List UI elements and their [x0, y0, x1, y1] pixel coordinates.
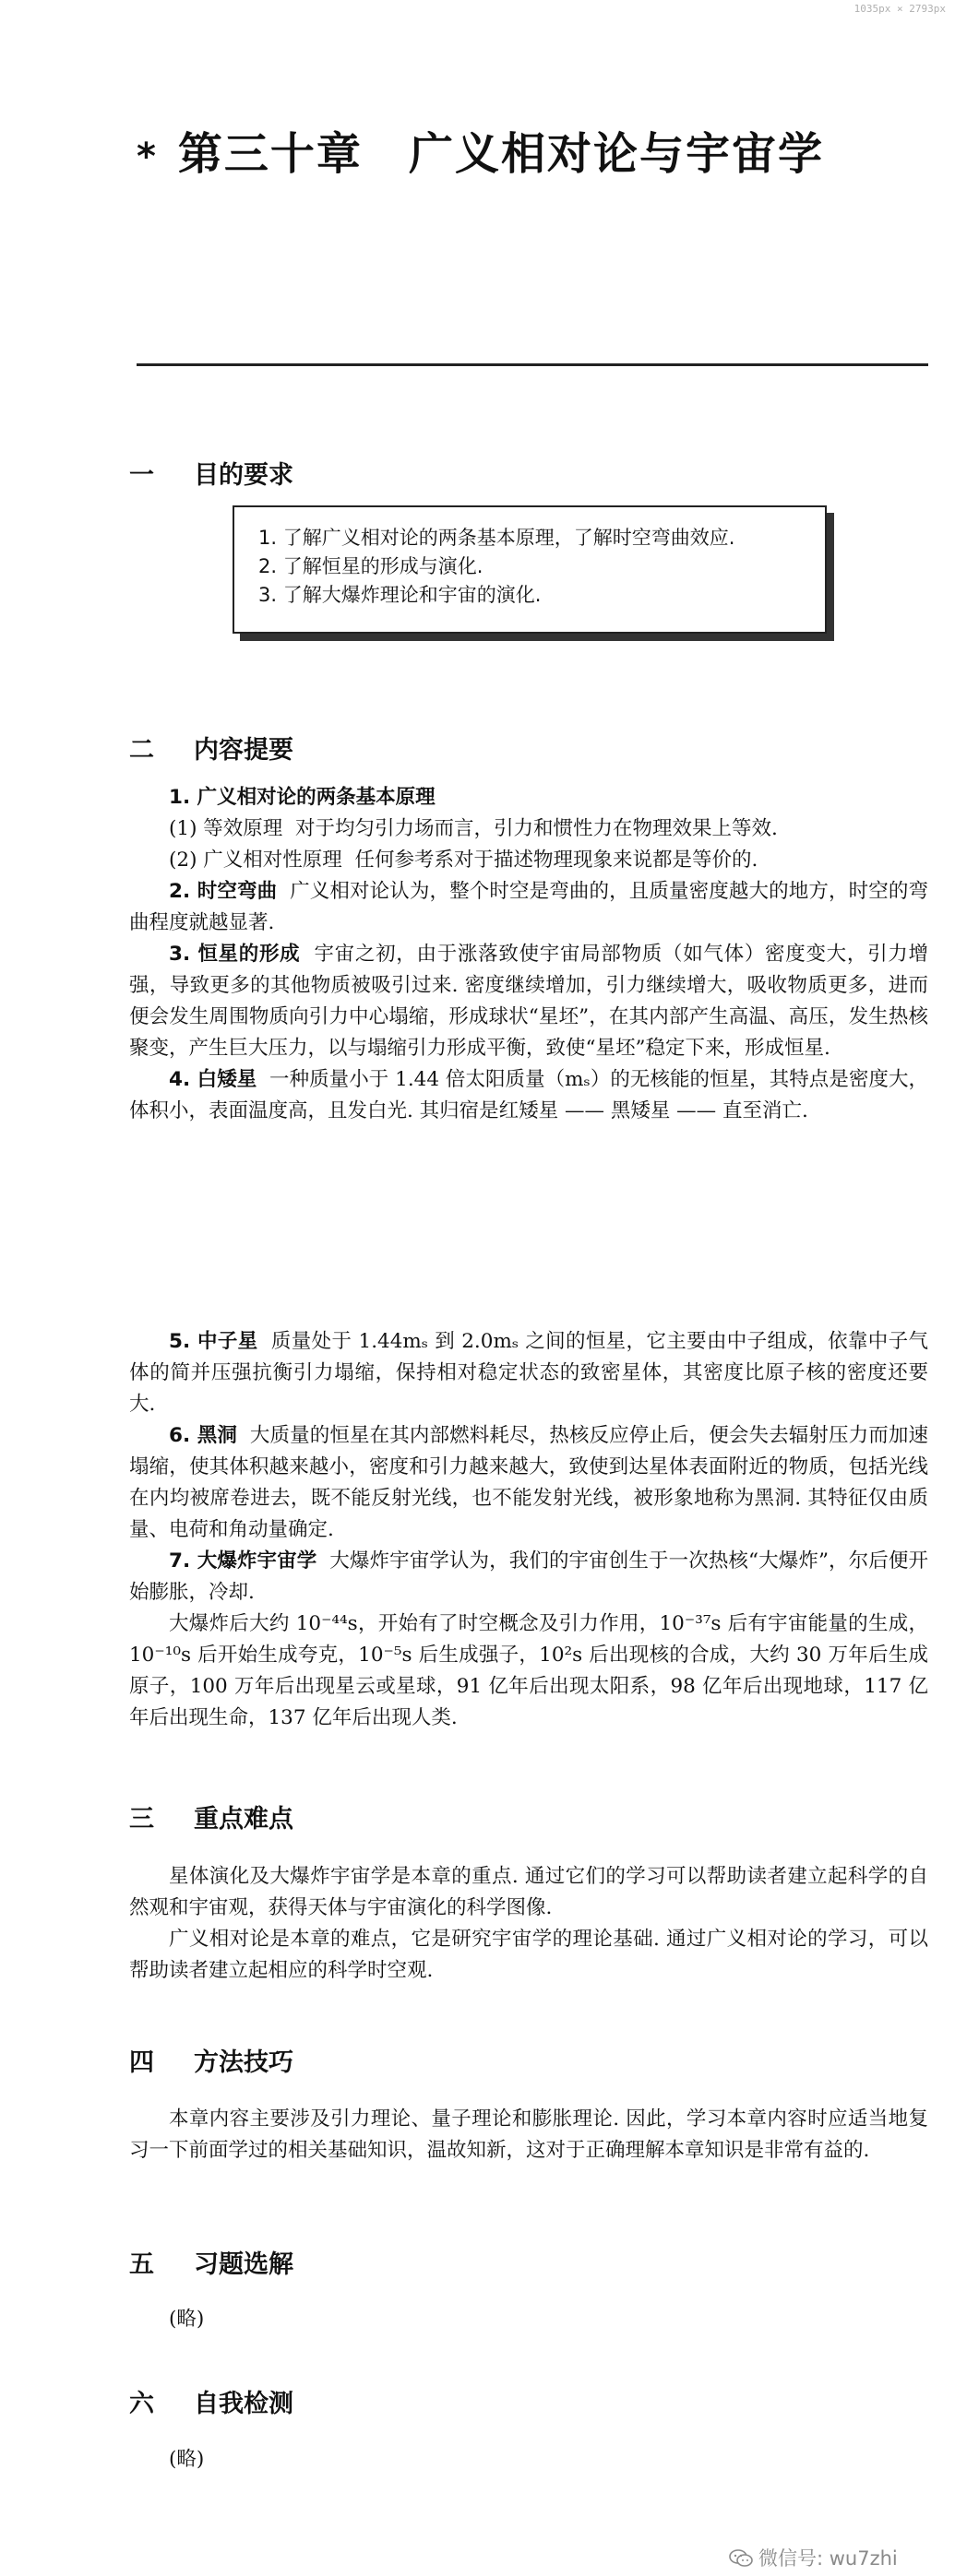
- self-test-body: [129, 2444, 928, 2475]
- exercises-body: [129, 2304, 928, 2335]
- section-heading-summary: [129, 730, 293, 766]
- paragraph-heading: 3. 恒星的形成: [169, 943, 301, 966]
- section-number: 五: [129, 2250, 154, 2279]
- item-text: 任何参考系对于描述物理现象来说都是等价的.: [354, 849, 758, 872]
- objectives-box: [233, 505, 827, 634]
- chapter-star: *: [137, 136, 158, 178]
- paragraph-text: 广义相对论认为，整个时空是弯曲的，且质量密度越大的地方，时空的弯曲程度就越显著.: [129, 880, 928, 934]
- chapter-title: [137, 118, 824, 182]
- paragraph-heading: 7. 大爆炸宇宙学: [169, 1549, 317, 1573]
- item-label: (2) 广义相对性原理: [169, 849, 342, 872]
- watermark: [729, 2544, 898, 2571]
- section-title: 目的要求: [194, 461, 293, 490]
- section-heading-objectives: [129, 455, 293, 491]
- document-page: [0, 26, 955, 2576]
- summary-part-1: [129, 782, 928, 1127]
- paragraph-heading: 6. 黑洞: [169, 1424, 237, 1447]
- watermark-text: 微信号: wu7zhi: [758, 2547, 898, 2570]
- paragraph-text: 本章内容主要涉及引力理论、量子理论和膨胀理论. 因此，学习本章内容时应适当地复习一下前面学过的相关基础知识，温故知新，这对于正确理解本章知识是非常有益的.: [129, 2107, 928, 2162]
- section-title: 重点难点: [194, 1805, 293, 1834]
- objectives-list: [234, 507, 825, 610]
- section-title: 内容提要: [194, 736, 293, 765]
- paragraph-text: 宇宙之初，由于涨落致使宇宙局部物质（如气体）密度变大，引力增强，导致更多的其他物质被吸引过来. 密度继续增加，引力继续增大，吸收物质更多，进而便会发生周围物质向引力中心塌缩，形成球状“星坯”，在其内部产生高温、高压，发生热核聚变，产生巨大压力，以与塌缩引力形成平衡，致使“星坯”稳定下来，形成恒星.: [129, 943, 928, 1060]
- section-number: 六: [129, 2390, 154, 2418]
- summary-part-2: [129, 1326, 928, 1734]
- paragraph-heading: 5. 中子星: [169, 1330, 258, 1353]
- title-divider: [137, 363, 928, 366]
- paragraph-text: 星体演化及大爆炸宇宙学是本章的重点. 通过它们的学习可以帮助读者建立起科学的自然观和宇宙观，获得天体与宇宙演化的科学图像.: [129, 1865, 928, 1919]
- section-number: 四: [129, 2048, 154, 2077]
- section-number: 一: [129, 461, 154, 490]
- methods-body: [129, 2104, 928, 2166]
- objective-item: 3. 了解大爆炸理论和宇宙的演化.: [258, 584, 542, 606]
- section-number: 三: [129, 1805, 154, 1834]
- paragraph-text: (略): [169, 2448, 205, 2471]
- image-size-label: 1035px × 2793px: [854, 3, 946, 15]
- key-points-body: [129, 1861, 928, 1987]
- paragraph-heading: 2. 时空弯曲: [169, 880, 278, 903]
- paragraph-text: 一种质量小于 1.44 倍太阳质量（mₛ）的无核能的恒星，其特点是密度大，体积小，表面温度高，且发白光. 其归宿是红矮星 —— 黑矮星 —— 直至消亡.: [129, 1068, 928, 1122]
- section-number: 二: [129, 736, 154, 765]
- wechat-icon: [729, 2549, 753, 2568]
- paragraph-text: 质量处于 1.44mₛ 到 2.0mₛ 之间的恒星，它主要由中子组成，依靠中子气体的简并压强抗衡引力塌缩，保持相对稳定状态的致密星体，其密度比原子核的密度还要大.: [129, 1330, 928, 1416]
- paragraph-text: 大质量的恒星在其内部燃料耗尽，热核反应停止后，便会失去辐射压力而加速塌缩，使其体积越来越小，密度和引力越来越大，致使到达星体表面附近的物质，包括光线在内均被席卷进去，既不能反射光线，也不能发射光线，被形象地称为黑洞. 其特征仅由质量、电荷和角动量确定.: [129, 1424, 928, 1541]
- section-heading-key-points: [129, 1798, 293, 1834]
- section-title: 自我检测: [194, 2390, 293, 2418]
- objective-item: 2. 了解恒星的形成与演化.: [258, 555, 483, 577]
- paragraph-text: (略): [169, 2308, 205, 2331]
- chapter-name: 广义相对论与宇宙学: [408, 128, 824, 180]
- chapter-number: 第三十章: [177, 128, 363, 180]
- section-title: 习题选解: [194, 2250, 293, 2279]
- section-heading-methods: [129, 2042, 293, 2078]
- section-heading-exercises: [129, 2244, 293, 2280]
- item-label: (1) 等效原理: [169, 817, 283, 840]
- item-text: 对于均匀引力场而言，引力和惯性力在物理效果上等效.: [294, 817, 778, 840]
- paragraph-heading: 4. 白矮星: [169, 1068, 257, 1091]
- paragraph-text: 广义相对论是本章的难点，它是研究宇宙学的理论基础. 通过广义相对论的学习，可以帮助读者建立起相应的科学时空观.: [129, 1928, 928, 1982]
- paragraph-text: 大爆炸宇宙学认为，我们的宇宙创生于一次热核“大爆炸”，尔后便开始膨胀，冷却.: [129, 1549, 928, 1604]
- paragraph-text: 大爆炸后大约 10⁻⁴⁴s，开始有了时空概念及引力作用，10⁻³⁷s 后有宇宙能量的生成，10⁻¹⁰s 后开始生成夸克，10⁻⁵s 后生成强子，10²s 后出现核的合成，大约 30 万年后生成原子，100 万年后出现星云或星球，91 亿年后出现太阳系，98 亿年后出现地球，117 亿年后出现生命，137 亿年后出现人类.: [129, 1612, 928, 1729]
- paragraph-heading: 1. 广义相对论的两条基本原理: [169, 786, 436, 809]
- objective-item: 1. 了解广义相对论的两条基本原理，了解时空弯曲效应.: [258, 527, 735, 549]
- section-title: 方法技巧: [194, 2048, 293, 2077]
- section-heading-self-test: [129, 2383, 293, 2419]
- image-header-bar: [0, 0, 955, 22]
